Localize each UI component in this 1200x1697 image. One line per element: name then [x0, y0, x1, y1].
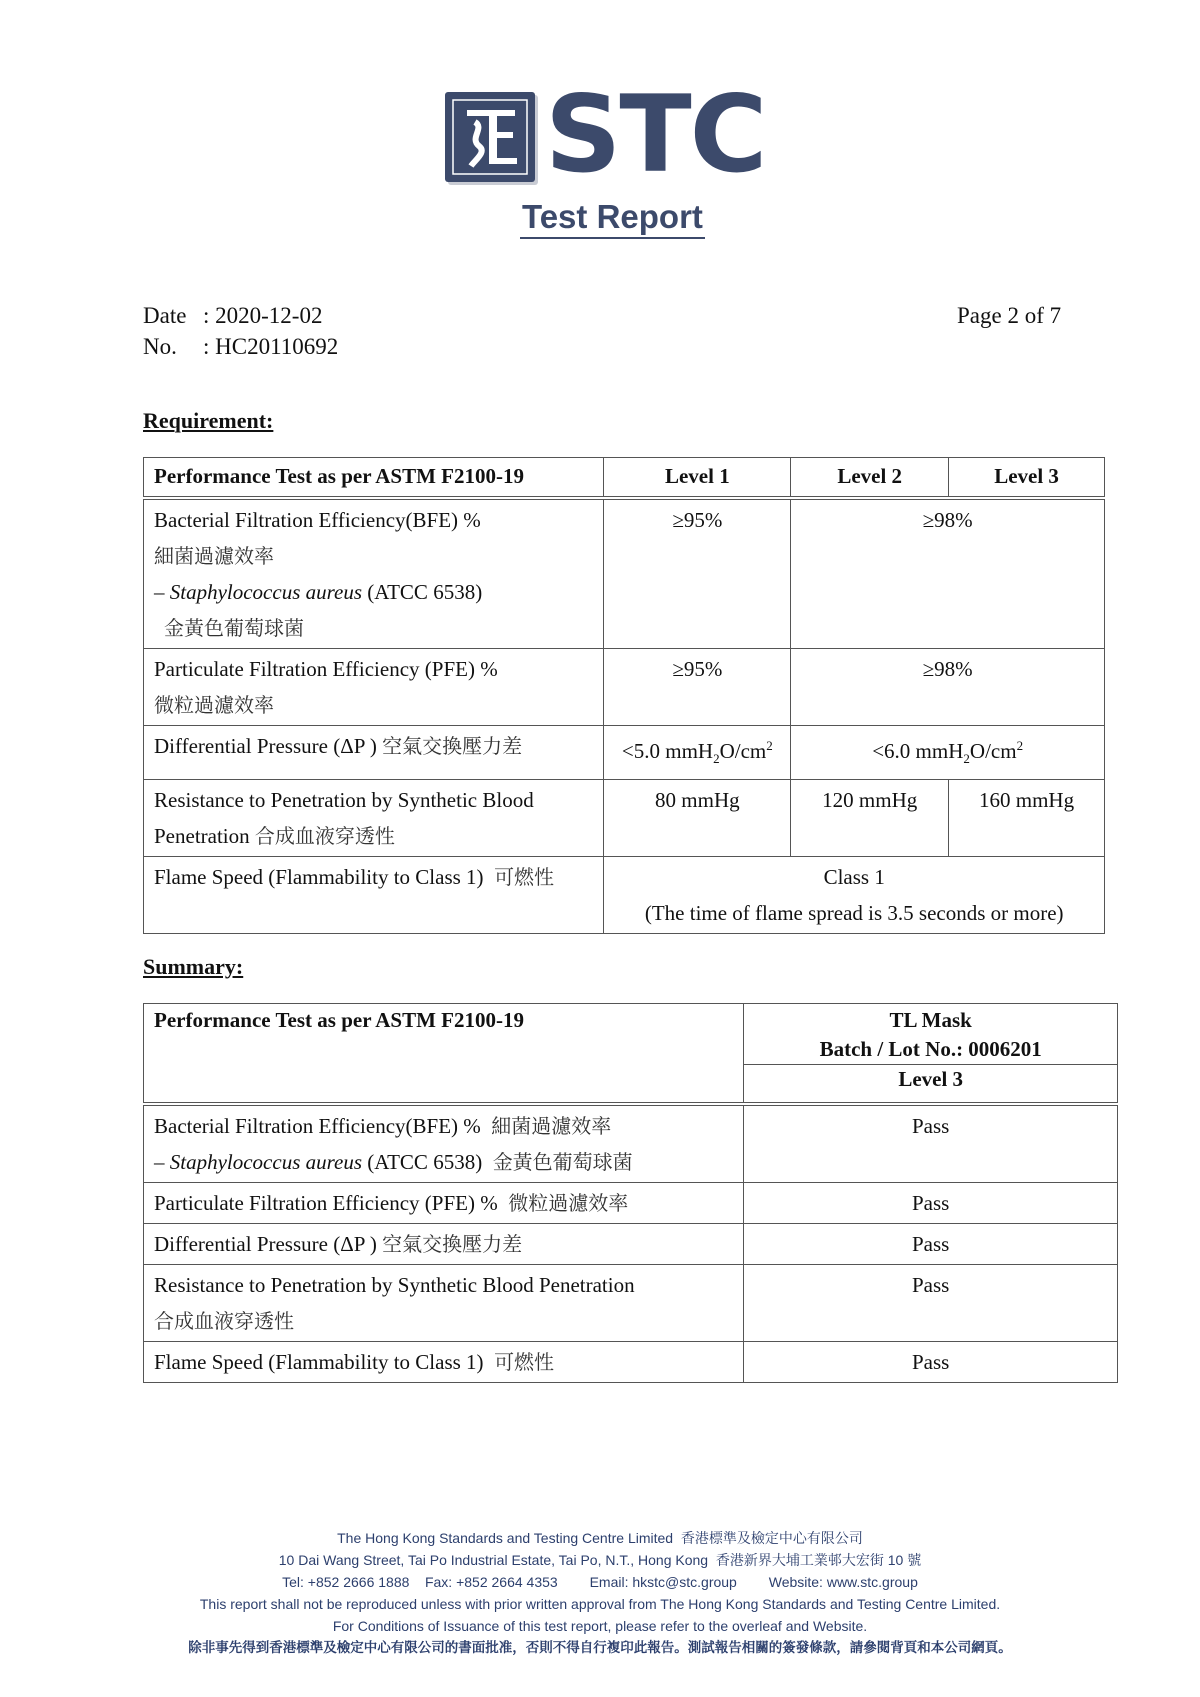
level-2-cell: 120 mmHg: [791, 780, 949, 857]
footer-contact: [0, 1571, 1200, 1593]
footer-email[interactable]: Email: hkstc@stc.group: [589, 1574, 737, 1590]
level-2-3-cell: ≥98%: [791, 649, 1105, 726]
logo-wordmark: STC: [545, 73, 766, 196]
page-footer: [0, 1527, 1200, 1659]
stc-emblem-icon: [445, 92, 535, 182]
requirement-heading: Requirement:: [143, 408, 274, 433]
product-header: TL Mask Batch / Lot No.: 0006201: [744, 1004, 1118, 1065]
table-row: [144, 726, 1105, 780]
test-name-cell: Bacterial Filtration Efficiency(BFE) % 細菌過濾效率 – Staphylococcus aureus (ATCC 6538) 金黃色葡萄球菌: [144, 1104, 744, 1183]
footer-website[interactable]: Website: www.stc.group: [768, 1574, 918, 1590]
table-row: [144, 498, 1105, 649]
footer-address: 10 Dai Wang Street, Tai Po Industrial Estate, Tai Po, N.T., Hong Kong 香港新界大埔工業邨大宏街 10 號: [278, 1552, 922, 1568]
table-header-row: [144, 458, 1105, 499]
level-1-cell: ≥95%: [604, 649, 791, 726]
test-name-cell: Differential Pressure (ΔP ) 空氣交換壓力差: [144, 1224, 744, 1265]
test-name-cell: Particulate Filtration Efficiency (PFE) % 微粒過濾效率: [144, 649, 604, 726]
table-row: [144, 857, 1105, 934]
footer-company: The Hong Kong Standards and Testing Centre Limited 香港標準及檢定中心有限公司: [337, 1530, 863, 1546]
date-label: Date: [143, 303, 187, 328]
summary-heading: Summary:: [143, 954, 244, 979]
level-header: Level 3: [744, 1065, 1118, 1105]
table-row: [144, 1183, 1118, 1224]
table-header-row: [144, 1004, 1118, 1065]
result-cell: Pass: [744, 1265, 1118, 1342]
column-header: Level 1: [604, 458, 791, 499]
footer-disclaimer-zh: 除非事先得到香港標準及檢定中心有限公司的書面批准，否則不得自行複印此報告。測試報告相關的簽發條款，請參閱背頁和本公司網頁。: [188, 1640, 1012, 1656]
table-row: [144, 1342, 1118, 1383]
level-2-3-cell: ≥98%: [791, 498, 1105, 649]
test-name-cell: Flame Speed (Flammability to Class 1) 可燃性: [144, 857, 604, 934]
table-row: [144, 1224, 1118, 1265]
column-header: Level 3: [949, 458, 1105, 499]
column-header: Level 2: [791, 458, 949, 499]
result-cell: Pass: [744, 1104, 1118, 1183]
level-2-3-cell: <6.0 $mmH_2O/cm^2$: [791, 726, 1105, 780]
column-header: Performance Test as per ASTM F2100-19: [144, 1004, 744, 1105]
report-no-value: : HC20110692: [203, 334, 339, 359]
stc-logo: [445, 73, 795, 196]
summary-table: [143, 1003, 1118, 1383]
footer-disclaimer: This report shall not be reproduced unless with prior written approval from The Hong Kong Standards and Testing Centre Limited.: [199, 1596, 1001, 1612]
table-row: [144, 649, 1105, 726]
page-number: Page 2 of 7: [957, 303, 1062, 328]
date-value: : 2020-12-02: [203, 303, 323, 328]
level-1-cell: 80 mmHg: [604, 780, 791, 857]
result-cell: Pass: [744, 1224, 1118, 1265]
column-header: Performance Test as per ASTM F2100-19: [144, 458, 604, 499]
report-subtitle: Test Report: [520, 198, 705, 239]
test-name-cell: Differential Pressure (ΔP ) 空氣交換壓力差: [144, 726, 604, 780]
all-levels-cell: Class 1 (The time of flame spread is 3.5 seconds or more): [604, 857, 1105, 934]
test-name-cell: Resistance to Penetration by Synthetic Blood Penetration 合成血液穿透性: [144, 1265, 744, 1342]
report-no-label: No.: [143, 334, 177, 359]
level-1-cell: <5.0 $mmH_2O/cm^2$: [604, 726, 791, 780]
test-name-cell: Flame Speed (Flammability to Class 1) 可燃性: [144, 1342, 744, 1383]
report-meta: [143, 300, 338, 362]
footer-conditions: For Conditions of Issuance of this test report, please refer to the overleaf and Website.: [332, 1618, 868, 1634]
test-name-cell: Resistance to Penetration by Synthetic Blood Penetration 合成血液穿透性: [144, 780, 604, 857]
test-name-cell: Bacterial Filtration Efficiency(BFE) % 細菌過濾效率 – Staphylococcus aureus (ATCC 6538) 金黃色葡萄球菌: [144, 498, 604, 649]
result-cell: Pass: [744, 1183, 1118, 1224]
test-name-cell: Particulate Filtration Efficiency (PFE) % 微粒過濾效率: [144, 1183, 744, 1224]
table-row: [144, 1104, 1118, 1183]
table-row: [144, 780, 1105, 857]
level-1-cell: ≥95%: [604, 498, 791, 649]
footer-fax: Fax: +852 2664 4353: [424, 1574, 558, 1590]
footer-tel: Tel: +852 2666 1888: [282, 1574, 410, 1590]
table-row: [144, 1265, 1118, 1342]
result-cell: Pass: [744, 1342, 1118, 1383]
level-3-cell: 160 mmHg: [949, 780, 1105, 857]
requirement-table: [143, 457, 1105, 934]
